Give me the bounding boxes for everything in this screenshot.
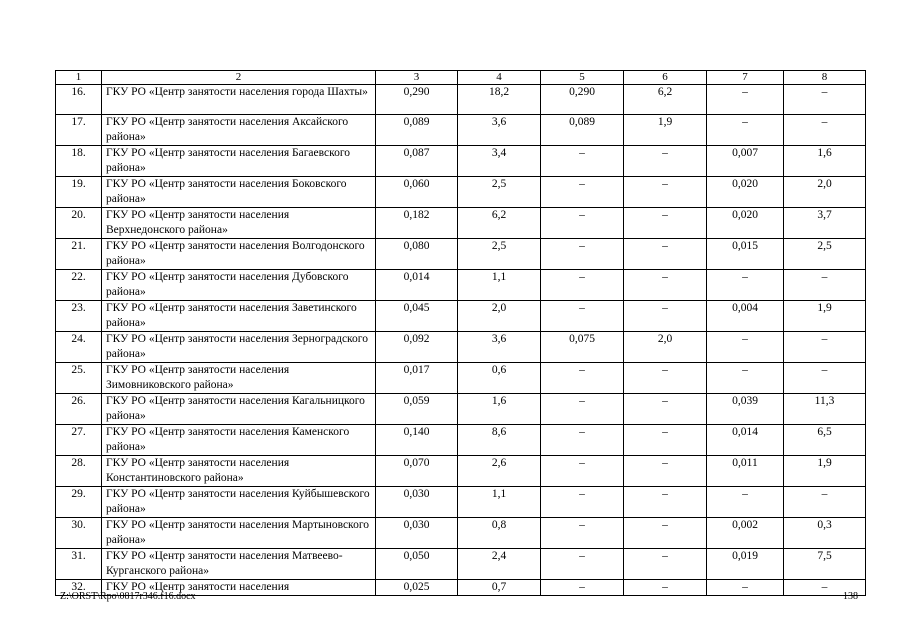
col8-cell: 2,0 bbox=[784, 177, 866, 208]
row-number-cell: 29. bbox=[56, 487, 102, 518]
col3-cell: 0,140 bbox=[376, 425, 458, 456]
institution-name-cell: ГКУ РО «Центр занятости населения Багаевского района» bbox=[102, 146, 376, 177]
col4-cell: 2,4 bbox=[458, 549, 541, 580]
col3-cell: 0,060 bbox=[376, 177, 458, 208]
institution-name-cell: ГКУ РО «Центр занятости населения Волгодонского района» bbox=[102, 239, 376, 270]
col5-cell: – bbox=[541, 208, 624, 239]
footer-file-path: Z:\ORST\Rpo\0817r346.f16.docx bbox=[60, 591, 196, 602]
header-cell: 8 bbox=[784, 71, 866, 85]
col4-cell: 18,2 bbox=[458, 85, 541, 115]
col6-cell: – bbox=[624, 270, 707, 301]
col7-cell: 0,011 bbox=[707, 456, 784, 487]
col6-cell: – bbox=[624, 301, 707, 332]
row-number-cell: 32. bbox=[56, 580, 102, 596]
col5-cell: – bbox=[541, 146, 624, 177]
header-cell: 6 bbox=[624, 71, 707, 85]
institution-name-cell: ГКУ РО «Центр занятости населения Матвеево-Курганского района» bbox=[102, 549, 376, 580]
header-cell: 2 bbox=[102, 71, 376, 85]
header-cell: 3 bbox=[376, 71, 458, 85]
col7-cell: 0,020 bbox=[707, 208, 784, 239]
col3-cell: 0,182 bbox=[376, 208, 458, 239]
table-header-row bbox=[56, 71, 866, 85]
col8-cell: 3,7 bbox=[784, 208, 866, 239]
col4-cell: 3,6 bbox=[458, 115, 541, 146]
col8-cell: – bbox=[784, 115, 866, 146]
col8-cell: – bbox=[784, 85, 866, 115]
table-row bbox=[56, 549, 866, 580]
institution-name-cell: ГКУ РО «Центр занятости населения Каменского района» bbox=[102, 425, 376, 456]
row-number-cell: 18. bbox=[56, 146, 102, 177]
col6-cell: – bbox=[624, 456, 707, 487]
col8-cell: 2,5 bbox=[784, 239, 866, 270]
col5-cell: 0,290 bbox=[541, 85, 624, 115]
col7-cell: 0,020 bbox=[707, 177, 784, 208]
table-row bbox=[56, 332, 866, 363]
col3-cell: 0,290 bbox=[376, 85, 458, 115]
institution-name-cell: ГКУ РО «Центр занятости населения Дубовского района» bbox=[102, 270, 376, 301]
col4-cell: 1,1 bbox=[458, 270, 541, 301]
table-row bbox=[56, 239, 866, 270]
table-row bbox=[56, 146, 866, 177]
col5-cell: – bbox=[541, 456, 624, 487]
col4-cell: 2,0 bbox=[458, 301, 541, 332]
table-row bbox=[56, 518, 866, 549]
row-number-cell: 17. bbox=[56, 115, 102, 146]
col3-cell: 0,087 bbox=[376, 146, 458, 177]
table-row bbox=[56, 270, 866, 301]
col4-cell: 1,6 bbox=[458, 394, 541, 425]
col6-cell: – bbox=[624, 177, 707, 208]
header-cell: 4 bbox=[458, 71, 541, 85]
col4-cell: 8,6 bbox=[458, 425, 541, 456]
institution-name-cell: ГКУ РО «Центр занятости населения Зерноградского района» bbox=[102, 332, 376, 363]
col6-cell: – bbox=[624, 239, 707, 270]
row-number-cell: 27. bbox=[56, 425, 102, 456]
col5-cell: – bbox=[541, 177, 624, 208]
col6-cell: – bbox=[624, 580, 707, 596]
table-row bbox=[56, 425, 866, 456]
row-number-cell: 19. bbox=[56, 177, 102, 208]
institution-name-cell: ГКУ РО «Центр занятости населения Верхнедонского района» bbox=[102, 208, 376, 239]
col3-cell: 0,045 bbox=[376, 301, 458, 332]
row-number-cell: 16. bbox=[56, 85, 102, 115]
institution-name-cell: ГКУ РО «Центр занятости населения Зимовниковского района» bbox=[102, 363, 376, 394]
table-row bbox=[56, 115, 866, 146]
footer-page-number: 138 bbox=[843, 591, 858, 602]
institution-name-cell: ГКУ РО «Центр занятости населения Аксайского района» bbox=[102, 115, 376, 146]
table-row bbox=[56, 394, 866, 425]
col3-cell: 0,014 bbox=[376, 270, 458, 301]
col5-cell: – bbox=[541, 270, 624, 301]
col8-cell: 1,6 bbox=[784, 146, 866, 177]
col8-cell: 0,3 bbox=[784, 518, 866, 549]
col6-cell: 2,0 bbox=[624, 332, 707, 363]
col8-cell: – bbox=[784, 487, 866, 518]
col5-cell: – bbox=[541, 394, 624, 425]
col3-cell: 0,080 bbox=[376, 239, 458, 270]
col6-cell: – bbox=[624, 518, 707, 549]
col6-cell: – bbox=[624, 487, 707, 518]
col3-cell: 0,050 bbox=[376, 549, 458, 580]
col5-cell: 0,089 bbox=[541, 115, 624, 146]
col3-cell: 0,025 bbox=[376, 580, 458, 596]
row-number-cell: 22. bbox=[56, 270, 102, 301]
table-body bbox=[56, 71, 866, 596]
col7-cell: 0,002 bbox=[707, 518, 784, 549]
table-row bbox=[56, 177, 866, 208]
col6-cell: – bbox=[624, 363, 707, 394]
col5-cell: 0,075 bbox=[541, 332, 624, 363]
row-number-cell: 25. bbox=[56, 363, 102, 394]
col6-cell: – bbox=[624, 146, 707, 177]
col5-cell: – bbox=[541, 425, 624, 456]
col6-cell: – bbox=[624, 394, 707, 425]
institution-name-cell: ГКУ РО «Центр занятости населения bbox=[102, 580, 376, 596]
institution-name-cell: ГКУ РО «Центр занятости населения Константиновского района» bbox=[102, 456, 376, 487]
header-cell: 1 bbox=[56, 71, 102, 85]
col6-cell: 1,9 bbox=[624, 115, 707, 146]
col5-cell: – bbox=[541, 549, 624, 580]
col5-cell: – bbox=[541, 580, 624, 596]
col8-cell: 6,5 bbox=[784, 425, 866, 456]
col7-cell: 0,007 bbox=[707, 146, 784, 177]
table-row bbox=[56, 487, 866, 518]
row-number-cell: 26. bbox=[56, 394, 102, 425]
col4-cell: 2,5 bbox=[458, 239, 541, 270]
col7-cell: – bbox=[707, 580, 784, 596]
institution-name-cell: ГКУ РО «Центр занятости населения Боковского района» bbox=[102, 177, 376, 208]
col4-cell: 2,5 bbox=[458, 177, 541, 208]
col7-cell: – bbox=[707, 115, 784, 146]
col8-cell: – bbox=[784, 270, 866, 301]
col4-cell: 2,6 bbox=[458, 456, 541, 487]
col7-cell: – bbox=[707, 487, 784, 518]
row-number-cell: 30. bbox=[56, 518, 102, 549]
row-number-cell: 24. bbox=[56, 332, 102, 363]
col4-cell: 1,1 bbox=[458, 487, 541, 518]
col7-cell: 0,039 bbox=[707, 394, 784, 425]
col5-cell: – bbox=[541, 301, 624, 332]
col6-cell: – bbox=[624, 425, 707, 456]
col4-cell: 0,7 bbox=[458, 580, 541, 596]
col3-cell: 0,030 bbox=[376, 518, 458, 549]
col5-cell: – bbox=[541, 363, 624, 394]
col5-cell: – bbox=[541, 518, 624, 549]
col4-cell: 3,4 bbox=[458, 146, 541, 177]
col4-cell: 6,2 bbox=[458, 208, 541, 239]
col7-cell: 0,015 bbox=[707, 239, 784, 270]
institution-name-cell: ГКУ РО «Центр занятости населения Заветинского района» bbox=[102, 301, 376, 332]
col4-cell: 3,6 bbox=[458, 332, 541, 363]
row-number-cell: 31. bbox=[56, 549, 102, 580]
row-number-cell: 20. bbox=[56, 208, 102, 239]
col3-cell: 0,059 bbox=[376, 394, 458, 425]
col5-cell: – bbox=[541, 239, 624, 270]
col6-cell: – bbox=[624, 549, 707, 580]
header-cell: 7 bbox=[707, 71, 784, 85]
col7-cell: 0,004 bbox=[707, 301, 784, 332]
col3-cell: 0,030 bbox=[376, 487, 458, 518]
institution-name-cell: ГКУ РО «Центр занятости населения города Шахты» bbox=[102, 85, 376, 115]
table-row bbox=[56, 85, 866, 115]
col8-cell: – bbox=[784, 363, 866, 394]
row-number-cell: 23. bbox=[56, 301, 102, 332]
col6-cell: 6,2 bbox=[624, 85, 707, 115]
col4-cell: 0,8 bbox=[458, 518, 541, 549]
col5-cell: – bbox=[541, 487, 624, 518]
col8-cell: 1,9 bbox=[784, 301, 866, 332]
col4-cell: 0,6 bbox=[458, 363, 541, 394]
col8-cell: – bbox=[784, 332, 866, 363]
data-table bbox=[55, 70, 866, 596]
col3-cell: 0,092 bbox=[376, 332, 458, 363]
col7-cell: 0,014 bbox=[707, 425, 784, 456]
table-row bbox=[56, 363, 866, 394]
col6-cell: – bbox=[624, 208, 707, 239]
institution-name-cell: ГКУ РО «Центр занятости населения Кагальницкого района» bbox=[102, 394, 376, 425]
col8-cell: 11,3 bbox=[784, 394, 866, 425]
col3-cell: 0,070 bbox=[376, 456, 458, 487]
row-number-cell: 28. bbox=[56, 456, 102, 487]
col7-cell: – bbox=[707, 270, 784, 301]
col7-cell: – bbox=[707, 363, 784, 394]
col8-cell: 7,5 bbox=[784, 549, 866, 580]
col7-cell: – bbox=[707, 332, 784, 363]
table-row bbox=[56, 208, 866, 239]
table-row bbox=[56, 301, 866, 332]
col8-cell: 1,9 bbox=[784, 456, 866, 487]
institution-name-cell: ГКУ РО «Центр занятости населения Куйбышевского района» bbox=[102, 487, 376, 518]
institution-name-cell: ГКУ РО «Центр занятости населения Мартыновского района» bbox=[102, 518, 376, 549]
col3-cell: 0,017 bbox=[376, 363, 458, 394]
header-cell: 5 bbox=[541, 71, 624, 85]
row-number-cell: 21. bbox=[56, 239, 102, 270]
table-row bbox=[56, 456, 866, 487]
col7-cell: 0,019 bbox=[707, 549, 784, 580]
col7-cell: – bbox=[707, 85, 784, 115]
col8-cell: – bbox=[784, 580, 866, 596]
col3-cell: 0,089 bbox=[376, 115, 458, 146]
